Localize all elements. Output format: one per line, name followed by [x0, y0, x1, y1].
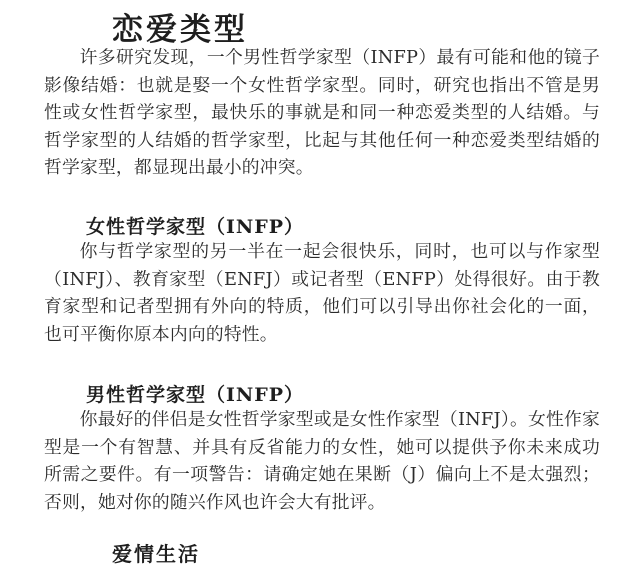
intro-paragraph: 许多研究发现，一个男性哲学家型（INFP）最有可能和他的镜子影像结婚：也就是娶一个女性哲学家型。同时，研究也指出不管是男性或女性哲学家型，最快乐的事就是和同一种恋爱类型的人结婚。与哲学家型的人结婚的哲学家型，比起与其他任何一种恋爱类型结婚的哲学家型，都显现出最小的冲突。 [44, 47, 600, 179]
section-heading-female: 女性哲学家型（INFP） [86, 216, 305, 238]
next-heading-partial: 爱情生活 [112, 542, 200, 566]
page-title: 恋爱类型 [112, 12, 248, 48]
section-heading-male: 男性哲学家型（INFP） [86, 384, 305, 406]
male-paragraph: 你最好的伴侣是女性哲学家型或是女性作家型（INFJ）。女性作家型是一个有智慧、并具有反省能力的女性，她可以提供予你未来成功所需之要件。有一项警告：请确定她在果断（J）偏向上不是太强烈；否则，她对你的随兴作风也许会大有批评。 [44, 409, 600, 513]
female-paragraph: 你与哲学家型的另一半在一起会很快乐，同时，也可以与作家型（INFJ）、教育家型（ENFJ）或记者型（ENFP）处得很好。由于教育家型和记者型拥有外向的特质，他们可以引导出你社会化的一面，也可平衡你原本内向的特性。 [44, 241, 600, 345]
